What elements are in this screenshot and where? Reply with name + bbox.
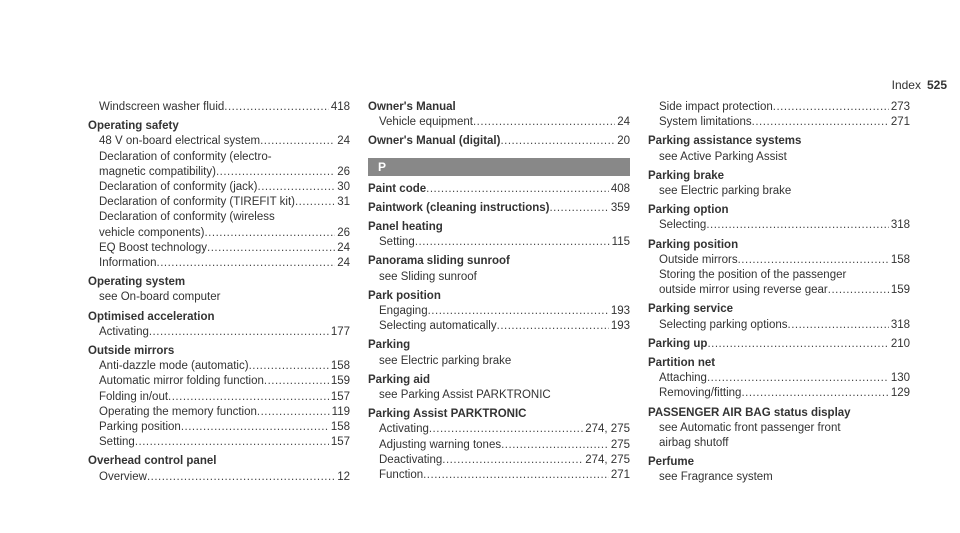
index-entry-title: Parking Assist PARKTRONIC xyxy=(368,408,527,421)
index-subentry: Attaching ..... 130 xyxy=(648,371,910,386)
index-subentry: Adjusting warning tones ..... 275 xyxy=(368,438,630,453)
index-subentry: Parking position ..... 158 xyxy=(88,420,350,435)
index-entry-title: Parking xyxy=(368,339,411,352)
index-subentry: Setting ..... 115 xyxy=(368,235,630,250)
index-entry-title: Optimised acceleration xyxy=(88,310,215,323)
index-entry-title: Parking assistance systems xyxy=(648,135,802,148)
index-subentry: Declaration of conformity (electro- xyxy=(99,150,272,163)
index-subentry: Outside mirrors ..... 158 xyxy=(648,253,910,268)
index-subentry: EQ Boost technology ..... 24 xyxy=(88,241,350,256)
index-subentry: Vehicle equipment ..... 24 xyxy=(368,115,630,130)
index-subentry: Declaration of conformity (wireless xyxy=(99,211,275,224)
index-subentry: Activating ..... 274, 275 xyxy=(368,422,630,437)
index-entry-title: Operating safety xyxy=(88,120,179,133)
index-subentry: magnetic compatibility) ..... 26 xyxy=(88,165,350,180)
index-entry-title: Perfume xyxy=(648,456,695,469)
index-subentry: Removing/fitting ..... 129 xyxy=(648,386,910,401)
index-entry-title: Parking position xyxy=(648,238,739,251)
index-subentry: Information ..... 24 xyxy=(88,256,350,271)
index-entry: Parking up ..... 210 xyxy=(648,337,910,352)
section-letter-bar: P xyxy=(368,158,630,176)
see-reference: see Parking Assist PARKTRONIC xyxy=(379,389,551,402)
index-column-2 xyxy=(368,100,630,483)
see-reference: airbag shutoff xyxy=(659,437,729,450)
index-column-1 xyxy=(88,100,350,485)
index-entry-title: Parking brake xyxy=(648,169,725,182)
index-entry-title: PASSENGER AIR BAG status display xyxy=(648,406,851,419)
see-reference: see Sliding sunroof xyxy=(379,270,477,283)
see-reference: see On-board computer xyxy=(99,291,221,304)
header-label: Index xyxy=(891,78,921,92)
index-subentry: Automatic mirror folding function ..... 159 xyxy=(88,374,350,389)
index-subentry: Selecting automatically ..... 193 xyxy=(368,319,630,334)
index-subentry: Engaging ..... 193 xyxy=(368,304,630,319)
index-entry-title: Partition net xyxy=(648,357,716,370)
index-subentry: vehicle components) ..... 26 xyxy=(88,226,350,241)
index-subentry: Selecting ..... 318 xyxy=(648,218,910,233)
index-subentry: Setting ..... 157 xyxy=(88,435,350,450)
index-subentry: Function ..... 271 xyxy=(368,468,630,483)
see-reference: see Fragrance system xyxy=(659,471,773,484)
index-entry: Owner's Manual (digital) ..... 20 xyxy=(368,134,630,149)
index-entry: Paint code ..... 408 xyxy=(368,182,630,197)
index-entry-title: Parking option xyxy=(648,204,729,217)
index-subentry: System limitations ..... 271 xyxy=(648,115,910,130)
index-subentry: Operating the memory function ..... 119 xyxy=(88,405,350,420)
index-entry-title: Parking aid xyxy=(368,373,430,386)
index-subentry: Side impact protection ..... 273 xyxy=(648,100,910,115)
index-entry-title: Panorama sliding sunroof xyxy=(368,255,510,268)
index-entry-title: Operating system xyxy=(88,276,186,289)
index-entry-title: Park position xyxy=(368,289,441,302)
index-column-3 xyxy=(648,100,910,486)
index-subentry: Anti-dazzle mode (automatic) ..... 158 xyxy=(88,359,350,374)
index-subentry: outside mirror using reverse gear ..... 159 xyxy=(648,283,910,298)
index-subentry: Overview ..... 12 xyxy=(88,470,350,485)
index-subentry: Selecting parking options ..... 318 xyxy=(648,318,910,333)
index-subentry: Windscreen washer fluid ..... 418 xyxy=(88,100,350,115)
page-header xyxy=(892,78,947,92)
see-reference: see Active Parking Assist xyxy=(659,150,787,163)
page-number: 525 xyxy=(926,78,947,92)
index-subentry: Storing the position of the passenger xyxy=(659,269,847,282)
see-reference: see Electric parking brake xyxy=(659,185,792,198)
index-entry-title: Panel heating xyxy=(368,221,443,234)
index-entry: Paintwork (cleaning instructions) ..... 359 xyxy=(368,201,630,216)
see-reference: see Automatic front passenger front xyxy=(659,421,841,434)
index-entry-title: Parking service xyxy=(648,303,734,316)
index-entry-title: Owner's Manual xyxy=(368,101,456,113)
index-subentry: 48 V on-board electrical system ..... 24 xyxy=(88,134,350,149)
index-subentry: Declaration of conformity (jack) ..... 30 xyxy=(88,180,350,195)
index-subentry: Declaration of conformity (TIREFIT kit) ..... 31 xyxy=(88,195,350,210)
index-entry-title: Outside mirrors xyxy=(88,345,175,358)
index-subentry: Deactivating ..... 274, 275 xyxy=(368,453,630,468)
see-reference: see Electric parking brake xyxy=(379,354,512,367)
index-entry-title: Overhead control panel xyxy=(88,455,217,468)
index-subentry: Folding in/out ..... 157 xyxy=(88,390,350,405)
index-subentry: Activating ..... 177 xyxy=(88,325,350,340)
